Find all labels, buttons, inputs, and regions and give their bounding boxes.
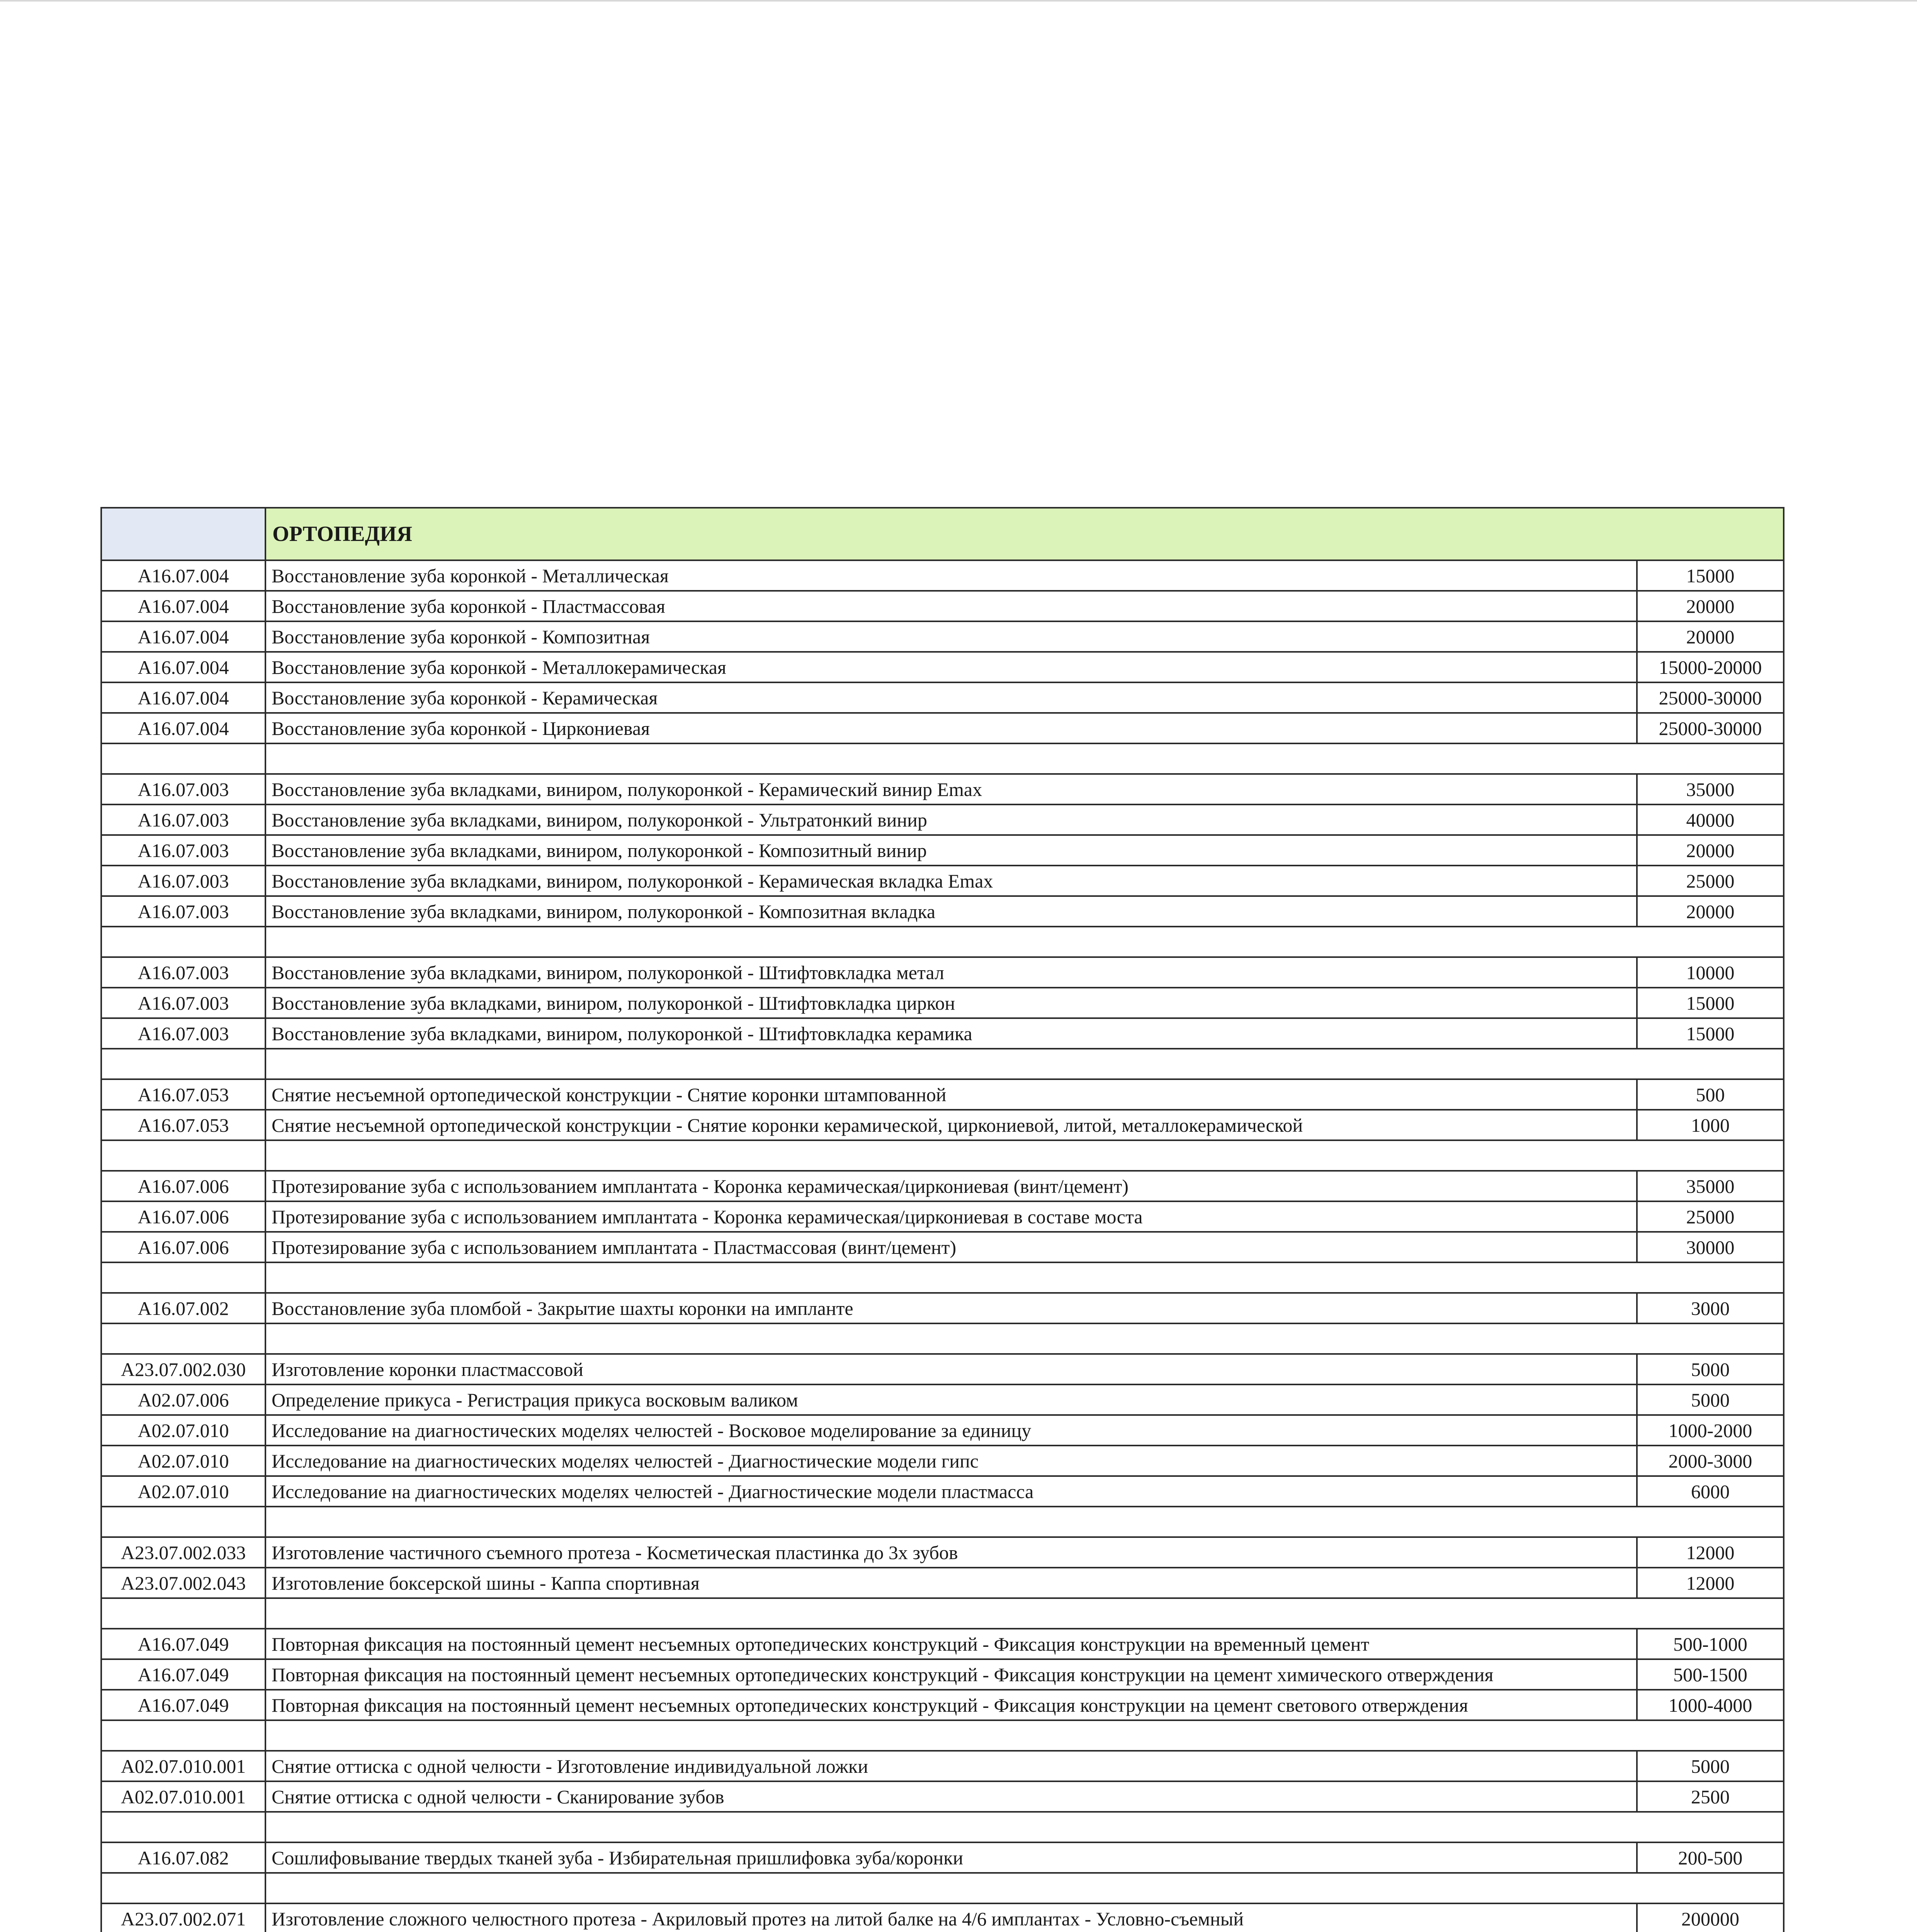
service-code: A16.07.004 — [101, 652, 265, 682]
service-price: 35000 — [1637, 774, 1784, 804]
service-price: 5000 — [1637, 1354, 1784, 1384]
service-name: Протезирование зуба с использованием имплантата - Пластмассовая (винт/цемент) — [265, 1232, 1637, 1262]
table-row — [101, 1629, 1784, 1659]
service-name: Восстановление зуба вкладками, виниром, полукоронкой - Композитный винир — [265, 835, 1637, 866]
spacer-cell — [101, 743, 265, 774]
spacer-cell — [265, 1262, 1784, 1293]
service-name: Снятие оттиска с одной челюсти - Сканирование зубов — [265, 1781, 1637, 1812]
header-code-cell — [101, 508, 265, 560]
spacer-cell — [101, 1140, 265, 1171]
service-name: Протезирование зуба с использованием имплантата - Коронка керамическая/циркониевая в составе моста — [265, 1201, 1637, 1232]
table-row — [101, 835, 1784, 866]
service-name: Исследование на диагностических моделях челюстей - Восковое моделирование за единицу — [265, 1415, 1637, 1446]
service-name: Изготовление сложного челюстного протеза - Акриловый протез на литой балке на 4/6 имплантах - Условно-съемный — [265, 1903, 1637, 1932]
spacer-cell — [265, 1049, 1784, 1079]
service-name: Восстановление зуба коронкой - Керамическая — [265, 682, 1637, 713]
scan-top-edge — [0, 0, 1917, 2]
spacer-cell — [265, 1323, 1784, 1354]
service-name: Восстановление зуба вкладками, виниром, полукоронкой - Ультратонкий винир — [265, 804, 1637, 835]
spacer-row — [101, 1720, 1784, 1751]
service-code: A02.07.010 — [101, 1476, 265, 1507]
service-name: Восстановление зуба вкладками, виниром, полукоронкой - Композитная вкладка — [265, 896, 1637, 927]
spacer-cell — [101, 1323, 265, 1354]
spacer-cell — [101, 1049, 265, 1079]
spacer-cell — [101, 1262, 265, 1293]
table-row — [101, 621, 1784, 652]
service-code: A02.07.010.001 — [101, 1751, 265, 1781]
spacer-row — [101, 1140, 1784, 1171]
service-code: A16.07.006 — [101, 1232, 265, 1262]
table-row — [101, 1659, 1784, 1690]
service-price: 35000 — [1637, 1171, 1784, 1201]
spacer-cell — [101, 1598, 265, 1629]
service-code: A16.07.003 — [101, 804, 265, 835]
price-table-body — [101, 508, 1784, 1932]
table-row — [101, 1171, 1784, 1201]
service-price: 500-1500 — [1637, 1659, 1784, 1690]
service-price: 25000 — [1637, 1201, 1784, 1232]
table-row — [101, 804, 1784, 835]
service-name: Изготовление коронки пластмассовой — [265, 1354, 1637, 1384]
service-name: Восстановление зуба вкладками, виниром, полукоронкой - Штифтовкладка циркон — [265, 988, 1637, 1018]
service-code: A16.07.004 — [101, 621, 265, 652]
service-name: Восстановление зуба коронкой - Композитная — [265, 621, 1637, 652]
service-code: A16.07.053 — [101, 1110, 265, 1140]
service-name: Восстановление зуба коронкой - Металлокерамическая — [265, 652, 1637, 682]
service-code: A16.07.003 — [101, 988, 265, 1018]
service-name: Восстановление зуба вкладками, виниром, полукоронкой - Керамическая вкладка Emax — [265, 866, 1637, 896]
service-price: 25000 — [1637, 866, 1784, 896]
spacer-cell — [101, 1873, 265, 1903]
service-price: 30000 — [1637, 1232, 1784, 1262]
spacer-cell — [265, 743, 1784, 774]
service-name: Повторная фиксация на постоянный цемент несъемных ортопедических конструкций - Фиксация конструкции на временный цемент — [265, 1629, 1637, 1659]
service-name: Изготовление частичного съемного протеза - Косметическая пластинка до 3х зубов — [265, 1537, 1637, 1568]
service-code: A16.07.006 — [101, 1201, 265, 1232]
service-code: A02.07.010 — [101, 1446, 265, 1476]
service-code: A16.07.003 — [101, 835, 265, 866]
table-row — [101, 1110, 1784, 1140]
service-code: A23.07.002.033 — [101, 1537, 265, 1568]
spacer-cell — [101, 1507, 265, 1537]
table-row — [101, 1690, 1784, 1720]
service-price: 20000 — [1637, 835, 1784, 866]
section-header-row — [101, 508, 1784, 560]
service-name: Повторная фиксация на постоянный цемент несъемных ортопедических конструкций - Фиксация конструкции на цемент светового отверждения — [265, 1690, 1637, 1720]
service-price: 10000 — [1637, 957, 1784, 988]
spacer-row — [101, 1598, 1784, 1629]
spacer-row — [101, 1812, 1784, 1842]
service-code: A16.07.003 — [101, 774, 265, 804]
service-code: A16.07.002 — [101, 1293, 265, 1323]
service-price: 40000 — [1637, 804, 1784, 835]
service-name: Изготовление боксерской шины - Каппа спортивная — [265, 1568, 1637, 1598]
section-title: ОРТОПЕДИЯ — [265, 508, 1784, 560]
service-name: Повторная фиксация на постоянный цемент несъемных ортопедических конструкций - Фиксация конструкции на цемент химического отверждения — [265, 1659, 1637, 1690]
service-name: Снятие несъемной ортопедической конструкции - Снятие коронки керамической, циркониевой, литой, металлокерамической — [265, 1110, 1637, 1140]
service-code: A16.07.004 — [101, 591, 265, 621]
spacer-row — [101, 1323, 1784, 1354]
service-code: A16.07.003 — [101, 866, 265, 896]
service-price: 2500 — [1637, 1781, 1784, 1812]
spacer-row — [101, 1049, 1784, 1079]
spacer-row — [101, 1873, 1784, 1903]
table-row — [101, 1079, 1784, 1110]
service-name: Восстановление зуба коронкой - Циркониевая — [265, 713, 1637, 743]
service-code: A16.07.004 — [101, 713, 265, 743]
service-price: 5000 — [1637, 1384, 1784, 1415]
service-code: A16.07.053 — [101, 1079, 265, 1110]
service-price: 5000 — [1637, 1751, 1784, 1781]
spacer-cell — [265, 1507, 1784, 1537]
service-name: Восстановление зуба коронкой - Металлическая — [265, 560, 1637, 591]
table-row — [101, 1537, 1784, 1568]
service-name: Снятие несъемной ортопедической конструкции - Снятие коронки штампованной — [265, 1079, 1637, 1110]
service-code: A16.07.006 — [101, 1171, 265, 1201]
service-name: Восстановление зуба коронкой - Пластмассовая — [265, 591, 1637, 621]
spacer-cell — [101, 927, 265, 957]
service-code: A02.07.006 — [101, 1384, 265, 1415]
service-code: A23.07.002.071 — [101, 1903, 265, 1932]
table-row — [101, 1568, 1784, 1598]
table-row — [101, 896, 1784, 927]
service-price: 500 — [1637, 1079, 1784, 1110]
service-price: 20000 — [1637, 591, 1784, 621]
service-name: Исследование на диагностических моделях челюстей - Диагностические модели пластмасса — [265, 1476, 1637, 1507]
service-name: Исследование на диагностических моделях челюстей - Диагностические модели гипс — [265, 1446, 1637, 1476]
service-price: 1000-2000 — [1637, 1415, 1784, 1446]
service-code: A16.07.004 — [101, 682, 265, 713]
table-row — [101, 1842, 1784, 1873]
service-price: 15000 — [1637, 560, 1784, 591]
service-name: Сошлифовывание твердых тканей зуба - Избирательная пришлифовка зуба/коронки — [265, 1842, 1637, 1873]
service-name: Восстановление зуба пломбой - Закрытие шахты коронки на импланте — [265, 1293, 1637, 1323]
service-price: 500-1000 — [1637, 1629, 1784, 1659]
service-price: 2000-3000 — [1637, 1446, 1784, 1476]
service-code: A16.07.003 — [101, 957, 265, 988]
service-name: Протезирование зуба с использованием имплантата - Коронка керамическая/циркониевая (винт/цемент) — [265, 1171, 1637, 1201]
service-name: Восстановление зуба вкладками, виниром, полукоронкой - Штифтовкладка керамика — [265, 1018, 1637, 1049]
price-table — [100, 507, 1784, 1932]
price-list — [100, 507, 1783, 1932]
spacer-cell — [265, 927, 1784, 957]
service-price: 25000-30000 — [1637, 682, 1784, 713]
table-row — [101, 1384, 1784, 1415]
service-code: A16.07.049 — [101, 1659, 265, 1690]
service-code: A02.07.010.001 — [101, 1781, 265, 1812]
table-row — [101, 988, 1784, 1018]
table-row — [101, 1781, 1784, 1812]
service-price: 12000 — [1637, 1537, 1784, 1568]
service-price: 1000-4000 — [1637, 1690, 1784, 1720]
service-price: 25000-30000 — [1637, 713, 1784, 743]
table-row — [101, 1446, 1784, 1476]
service-code: A02.07.010 — [101, 1415, 265, 1446]
spacer-cell — [101, 1812, 265, 1842]
spacer-cell — [265, 1140, 1784, 1171]
service-name: Восстановление зуба вкладками, виниром, полукоронкой - Штифтовкладка метал — [265, 957, 1637, 988]
service-code: A16.07.082 — [101, 1842, 265, 1873]
table-row — [101, 591, 1784, 621]
table-row — [101, 774, 1784, 804]
table-row — [101, 1018, 1784, 1049]
service-name: Восстановление зуба вкладками, виниром, полукоронкой - Керамический винир Emax — [265, 774, 1637, 804]
service-price: 12000 — [1637, 1568, 1784, 1598]
table-row — [101, 652, 1784, 682]
spacer-cell — [265, 1598, 1784, 1629]
table-row — [101, 1293, 1784, 1323]
service-price: 200-500 — [1637, 1842, 1784, 1873]
service-code: A16.07.049 — [101, 1629, 265, 1659]
spacer-cell — [265, 1873, 1784, 1903]
table-row — [101, 1751, 1784, 1781]
spacer-cell — [101, 1720, 265, 1751]
service-code: A16.07.049 — [101, 1690, 265, 1720]
table-row — [101, 1415, 1784, 1446]
table-row — [101, 1476, 1784, 1507]
table-row — [101, 682, 1784, 713]
service-price: 3000 — [1637, 1293, 1784, 1323]
service-code: A16.07.004 — [101, 560, 265, 591]
spacer-row — [101, 1262, 1784, 1293]
service-code: A23.07.002.043 — [101, 1568, 265, 1598]
service-price: 1000 — [1637, 1110, 1784, 1140]
spacer-row — [101, 743, 1784, 774]
service-price: 15000 — [1637, 1018, 1784, 1049]
service-price: 20000 — [1637, 896, 1784, 927]
table-row — [101, 713, 1784, 743]
spacer-row — [101, 927, 1784, 957]
service-price: 6000 — [1637, 1476, 1784, 1507]
service-name: Снятие оттиска с одной челюсти - Изготовление индивидуальной ложки — [265, 1751, 1637, 1781]
service-price: 200000 — [1637, 1903, 1784, 1932]
service-price: 15000-20000 — [1637, 652, 1784, 682]
table-row — [101, 1201, 1784, 1232]
service-code: A23.07.002.030 — [101, 1354, 265, 1384]
service-code: A16.07.003 — [101, 896, 265, 927]
service-name: Определение прикуса - Регистрация прикуса восковым валиком — [265, 1384, 1637, 1415]
service-code: A16.07.003 — [101, 1018, 265, 1049]
table-row — [101, 1232, 1784, 1262]
spacer-cell — [265, 1720, 1784, 1751]
spacer-cell — [265, 1812, 1784, 1842]
service-price: 15000 — [1637, 988, 1784, 1018]
service-price: 20000 — [1637, 621, 1784, 652]
spacer-row — [101, 1507, 1784, 1537]
table-row — [101, 560, 1784, 591]
table-row — [101, 866, 1784, 896]
table-row — [101, 1903, 1784, 1932]
table-row — [101, 957, 1784, 988]
table-row — [101, 1354, 1784, 1384]
